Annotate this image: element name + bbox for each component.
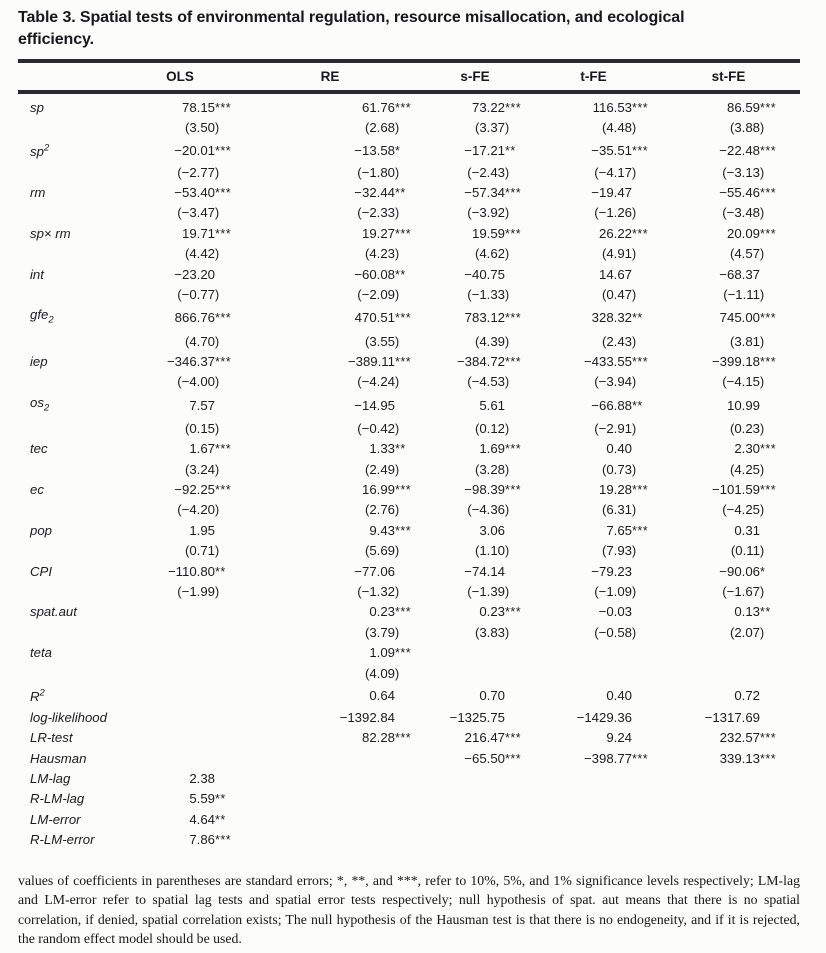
stat-cell <box>657 769 800 789</box>
stat-cell <box>240 789 420 809</box>
coef-cell <box>530 643 657 663</box>
row-label: spat.aut <box>30 604 77 620</box>
stderr-row <box>18 285 800 305</box>
stderr-cell: (2.43) <box>601 333 637 349</box>
stat-cell <box>420 810 530 830</box>
coef-cell: 1.09*** <box>369 645 412 661</box>
stderr-row <box>18 623 800 643</box>
stderr-cell <box>420 664 530 684</box>
coef-row <box>18 98 800 118</box>
stderr-cell: (3.88) <box>729 120 765 136</box>
stderr-cell: (1.10) <box>474 543 510 559</box>
row-label: tec <box>30 441 48 457</box>
row-label: sp <box>30 100 44 115</box>
results-table <box>18 98 800 851</box>
coef-cell: 14.67 <box>598 266 632 282</box>
stderr-cell: (−1.39) <box>467 584 510 600</box>
column-header-RE: RE <box>320 69 340 84</box>
coef-cell: −68.37 <box>719 266 760 282</box>
stderr-cell: (0.23) <box>729 420 765 436</box>
stderr-cell: (4.39) <box>474 333 510 349</box>
row-label: iep <box>30 353 48 369</box>
row-label: R-LM-lag <box>30 791 85 807</box>
stat-cell: −1317.69 <box>704 709 760 725</box>
row-label: pop <box>30 522 53 538</box>
coef-row <box>18 643 800 663</box>
row-label: rm <box>30 185 46 201</box>
coef-cell: 783.12*** <box>464 310 522 326</box>
coef-cell: −35.51*** <box>591 142 649 158</box>
row-label: log-likelihood <box>30 709 107 725</box>
column-header-st-FE: st-FE <box>711 69 746 84</box>
coef-cell <box>120 643 240 663</box>
row-label-empty <box>18 623 120 643</box>
stderr-cell: (4.42) <box>184 246 220 262</box>
row-label: teta <box>30 645 52 661</box>
coef-cell: 16.99*** <box>361 481 412 497</box>
stderr-row <box>18 372 800 392</box>
stderr-cell: (4.70) <box>184 333 220 349</box>
stderr-cell: (−2.09) <box>357 287 400 303</box>
stat-cell <box>657 789 800 809</box>
stderr-cell: (−3.92) <box>467 205 510 221</box>
stderr-row <box>18 118 800 138</box>
stderr-cell: (3.55) <box>364 333 400 349</box>
stderr-cell: (4.25) <box>729 461 765 477</box>
stderr-row <box>18 244 800 264</box>
coef-cell: −389.11*** <box>347 353 412 369</box>
stderr-cell: (4.48) <box>601 120 637 136</box>
stderr-cell: (3.81) <box>729 333 765 349</box>
stderr-cell: (6.31) <box>601 502 637 518</box>
stderr-cell: (−1.11) <box>723 287 765 303</box>
stat-row <box>18 749 800 769</box>
column-header-row <box>18 63 800 90</box>
coef-cell: −74.14 <box>464 563 505 579</box>
stat-cell <box>420 830 530 850</box>
stderr-cell: (−4.36) <box>467 502 510 518</box>
row-label: LM-error <box>30 811 81 827</box>
coef-cell: 7.65*** <box>606 522 649 538</box>
coef-row <box>18 224 800 244</box>
stderr-cell: (−1.80) <box>357 164 400 180</box>
stat-row <box>18 708 800 728</box>
coef-row <box>18 305 800 331</box>
stderr-cell: (−4.17) <box>594 164 637 180</box>
coef-cell: 10.99 <box>726 397 760 413</box>
row-label-empty <box>18 500 120 520</box>
coef-cell: −40.75 <box>464 266 505 282</box>
coef-cell: 20.09*** <box>726 225 777 241</box>
coef-row <box>18 562 800 582</box>
stderr-cell: (−2.43) <box>467 164 510 180</box>
coef-cell: −32.44** <box>354 185 406 201</box>
stderr-cell: (−0.58) <box>594 624 637 640</box>
coef-cell: 19.27*** <box>361 225 412 241</box>
coef-cell: 745.00*** <box>719 310 777 326</box>
row-label: R-LM-error <box>30 832 95 848</box>
coef-cell: −60.08** <box>354 266 406 282</box>
row-label: LM-lag <box>30 771 71 787</box>
coef-row <box>18 265 800 285</box>
stderr-cell: (−1.67) <box>722 584 765 600</box>
coef-row <box>18 139 800 163</box>
stat-cell <box>657 810 800 830</box>
stderr-row <box>18 419 800 439</box>
coef-cell: 19.28*** <box>598 481 649 497</box>
coef-cell: −79.23 <box>591 563 632 579</box>
coef-row <box>18 183 800 203</box>
stderr-cell: (−4.00) <box>177 374 220 390</box>
stderr-cell: (0.11) <box>730 543 765 559</box>
row-label: ec <box>30 481 44 497</box>
stderr-cell: (0.73) <box>601 461 637 477</box>
stat-cell: 7.86*** <box>189 832 232 848</box>
stat-cell <box>120 708 240 728</box>
stat-cell: 0.72 <box>734 687 760 703</box>
coef-cell: 1.95 <box>189 522 215 538</box>
stderr-cell: (−3.94) <box>594 374 637 390</box>
stderr-cell: (7.93) <box>601 543 637 559</box>
coef-cell: −0.03 <box>598 604 632 620</box>
coef-cell <box>657 643 800 663</box>
stderr-row <box>18 163 800 183</box>
row-label-empty <box>18 244 120 264</box>
row-label-header-empty <box>18 63 120 90</box>
stat-row <box>18 830 800 850</box>
stderr-row <box>18 500 800 520</box>
stderr-cell: (−0.77) <box>177 287 220 303</box>
stat-cell <box>420 789 530 809</box>
row-label-empty <box>18 541 120 561</box>
stat-row <box>18 769 800 789</box>
coef-row <box>18 480 800 500</box>
stat-cell: −1392.84 <box>339 709 395 725</box>
header-table <box>18 63 800 90</box>
stderr-cell: (−3.47) <box>177 205 220 221</box>
stderr-cell: (3.79) <box>364 624 400 640</box>
stat-cell: 216.47*** <box>464 730 522 746</box>
header-double-rule <box>18 90 800 94</box>
stderr-cell: (3.50) <box>184 120 220 136</box>
stderr-cell: (−1.09) <box>594 584 637 600</box>
coef-cell: −20.01*** <box>174 142 232 158</box>
coef-cell: −90.06* <box>719 563 766 579</box>
coef-cell: 328.32** <box>591 310 643 326</box>
coef-cell: 3.06 <box>479 522 505 538</box>
stderr-row <box>18 664 800 684</box>
stat-cell <box>530 769 657 789</box>
coef-cell: −17.21** <box>464 142 516 158</box>
coef-cell: 1.33** <box>369 441 406 457</box>
stat-cell: 9.24 <box>606 730 632 746</box>
stderr-cell: (−3.13) <box>722 164 765 180</box>
coef-row <box>18 352 800 372</box>
coef-cell: 7.57 <box>189 397 215 413</box>
coef-cell: 0.13** <box>734 604 771 620</box>
stderr-cell: (4.57) <box>729 246 765 262</box>
stderr-cell: (−4.53) <box>467 374 510 390</box>
row-label: LR-test <box>30 730 73 746</box>
stat-cell <box>240 830 420 850</box>
stderr-row <box>18 582 800 602</box>
coef-cell: 5.61 <box>479 397 505 413</box>
coef-cell: −53.40*** <box>174 185 232 201</box>
stderr-row <box>18 541 800 561</box>
row-label-empty <box>18 118 120 138</box>
stderr-cell: (−2.77) <box>177 164 220 180</box>
coef-cell: 2.30*** <box>734 441 777 457</box>
coef-cell <box>120 602 240 622</box>
row-label-empty <box>18 163 120 183</box>
stderr-cell: (−4.20) <box>177 502 220 518</box>
stderr-cell: (4.09) <box>364 665 400 681</box>
stat-row <box>18 810 800 830</box>
column-header-OLS: OLS <box>166 69 194 84</box>
stat-cell: 0.64 <box>369 687 395 703</box>
coef-cell: 116.53*** <box>592 100 649 115</box>
coef-cell: 0.23*** <box>479 604 522 620</box>
stat-row <box>18 789 800 809</box>
coef-cell: −346.37*** <box>166 353 232 369</box>
stat-cell: 2.38 <box>189 771 215 787</box>
coef-cell: −23.20 <box>174 266 215 282</box>
stat-cell: 339.13*** <box>719 750 777 766</box>
table-footnote: values of coefficients in parentheses are standard errors; *, **, and ***, refer to 10%, 5%, and 1% significance levels respectively; LM-lag and LM-error refer to spatial lag tests and spatial error tests respectively; null hypothesis of spat. aut means that there is no spatial correlation, if denied, spatial correlation exists; The null hypothesis of the Hausman test is that there is no endogeneity, and if it is rejected, the random effect model should be used. <box>18 872 800 947</box>
table-title-line1: Table 3. Spatial tests of environmental regulation, resource misallocation, and ecological <box>18 9 685 26</box>
coef-cell: 73.22*** <box>471 100 522 115</box>
stat-cell: 0.40 <box>606 687 632 703</box>
row-label: Hausman <box>30 750 87 766</box>
stderr-cell: (3.24) <box>184 461 220 477</box>
stat-cell <box>120 684 240 708</box>
stat-cell <box>240 810 420 830</box>
stderr-cell: (−2.91) <box>594 420 637 436</box>
stderr-cell: (−4.25) <box>722 502 765 518</box>
row-label-empty <box>18 332 120 352</box>
stderr-cell: (−3.48) <box>722 205 765 221</box>
coef-cell: 866.76*** <box>174 310 232 326</box>
stderr-cell: (2.07) <box>729 624 765 640</box>
coef-cell: 26.22*** <box>598 225 649 241</box>
stderr-cell: (4.91) <box>601 246 637 262</box>
stat-cell <box>240 749 420 769</box>
row-label-empty <box>18 285 120 305</box>
coef-cell: −433.55*** <box>583 353 649 369</box>
coef-cell: 1.69*** <box>479 441 522 457</box>
row-label: CPI <box>30 563 52 579</box>
stat-cell: 232.57*** <box>719 730 777 746</box>
row-label-empty <box>18 582 120 602</box>
stderr-cell <box>530 664 657 684</box>
coef-cell: 61.76*** <box>361 100 412 115</box>
coef-row <box>18 393 800 419</box>
coef-cell: 0.31 <box>734 522 760 538</box>
coef-cell: −92.25*** <box>174 481 232 497</box>
row-label: $os_2$ <box>30 394 50 414</box>
stat-cell: −65.50*** <box>464 750 522 766</box>
coef-cell: −66.88** <box>591 397 643 413</box>
row-label: sp× rm <box>30 225 71 241</box>
stat-cell <box>120 728 240 748</box>
stat-cell <box>420 769 530 789</box>
stderr-cell: (−1.33) <box>467 287 510 303</box>
coef-cell: −13.58* <box>354 142 401 158</box>
stderr-cell <box>120 623 240 643</box>
row-label-empty <box>18 664 120 684</box>
stderr-cell: (0.71) <box>184 543 220 559</box>
coef-cell: 78.15*** <box>181 100 232 115</box>
stat-cell <box>530 830 657 850</box>
coef-cell: 19.71*** <box>181 225 232 241</box>
row-label: gfe$_2$ <box>30 307 54 327</box>
stderr-cell: (−2.33) <box>357 205 400 221</box>
stderr-cell: (4.62) <box>474 246 510 262</box>
coef-cell: −110.80** <box>167 563 226 579</box>
coef-cell: 470.51*** <box>354 310 412 326</box>
stderr-cell: (−1.99) <box>177 584 220 600</box>
row-label: $sp^2$ <box>30 142 50 160</box>
stderr-cell: (−4.24) <box>357 374 400 390</box>
table-title-line2: efficiency. <box>18 31 94 48</box>
stat-cell: 4.64** <box>189 811 226 827</box>
stat-cell: 82.28*** <box>361 730 412 746</box>
coef-row <box>18 521 800 541</box>
stat-cell: −398.77*** <box>583 750 649 766</box>
stderr-cell: (3.83) <box>474 624 510 640</box>
stderr-cell <box>120 664 240 684</box>
stat-cell: −1325.75 <box>449 709 505 725</box>
column-header-t-FE: t-FE <box>580 69 607 84</box>
coef-cell: −55.46*** <box>719 185 777 201</box>
row-label-empty <box>18 203 120 223</box>
stderr-cell: (2.76) <box>364 502 400 518</box>
coef-row <box>18 439 800 459</box>
stderr-cell: (0.12) <box>474 420 510 436</box>
stderr-cell: (2.68) <box>364 120 400 136</box>
stat-row <box>18 684 800 708</box>
stderr-row <box>18 203 800 223</box>
row-label-empty <box>18 419 120 439</box>
stat-cell <box>120 749 240 769</box>
stderr-cell: (2.49) <box>364 461 400 477</box>
coef-cell: −22.48*** <box>719 142 777 158</box>
coef-cell: 86.59*** <box>726 100 777 115</box>
stderr-cell: (5.69) <box>364 543 400 559</box>
stderr-cell: (0.15) <box>184 420 220 436</box>
coef-row <box>18 602 800 622</box>
stat-cell: 0.70 <box>479 687 505 703</box>
coef-cell: −14.95 <box>354 397 395 413</box>
stderr-cell: (3.37) <box>474 120 510 136</box>
coef-cell: 9.43*** <box>369 522 412 538</box>
stderr-cell: (−1.26) <box>594 205 637 221</box>
column-header-s-FE: s-FE <box>460 69 490 84</box>
stderr-cell: (0.47) <box>601 287 637 303</box>
coef-cell: −57.34*** <box>464 185 522 201</box>
stat-cell <box>240 769 420 789</box>
coef-cell: −101.59*** <box>711 481 777 497</box>
stat-cell: −1429.36 <box>576 709 632 725</box>
row-label-empty <box>18 372 120 392</box>
stat-cell <box>657 830 800 850</box>
row-label: $R^2$ <box>30 688 45 705</box>
stderr-cell: (−4.15) <box>722 374 765 390</box>
stat-cell <box>530 810 657 830</box>
coef-cell: −384.72*** <box>456 353 522 369</box>
coef-cell: −19.47 <box>591 185 632 201</box>
row-label-empty <box>18 460 120 480</box>
coef-cell: 0.40 <box>606 441 632 457</box>
coef-cell: −399.18*** <box>711 353 777 369</box>
stderr-row <box>18 460 800 480</box>
table-title <box>18 7 800 51</box>
coef-cell: 19.59*** <box>471 225 522 241</box>
coef-cell: 0.23*** <box>369 604 412 620</box>
stderr-cell <box>657 664 800 684</box>
coef-cell: −77.06 <box>354 563 395 579</box>
stderr-cell: (−0.42) <box>357 420 400 436</box>
coef-cell: 1.67*** <box>189 441 232 457</box>
stderr-row <box>18 332 800 352</box>
stat-cell: 5.59** <box>189 791 226 807</box>
row-label: int <box>30 266 44 282</box>
stat-cell <box>530 789 657 809</box>
stderr-cell: (4.23) <box>364 246 400 262</box>
stderr-cell: (3.28) <box>474 461 510 477</box>
coef-cell: −98.39*** <box>464 481 522 497</box>
stat-row <box>18 728 800 748</box>
stderr-cell: (−1.32) <box>357 584 400 600</box>
coef-cell <box>420 643 530 663</box>
